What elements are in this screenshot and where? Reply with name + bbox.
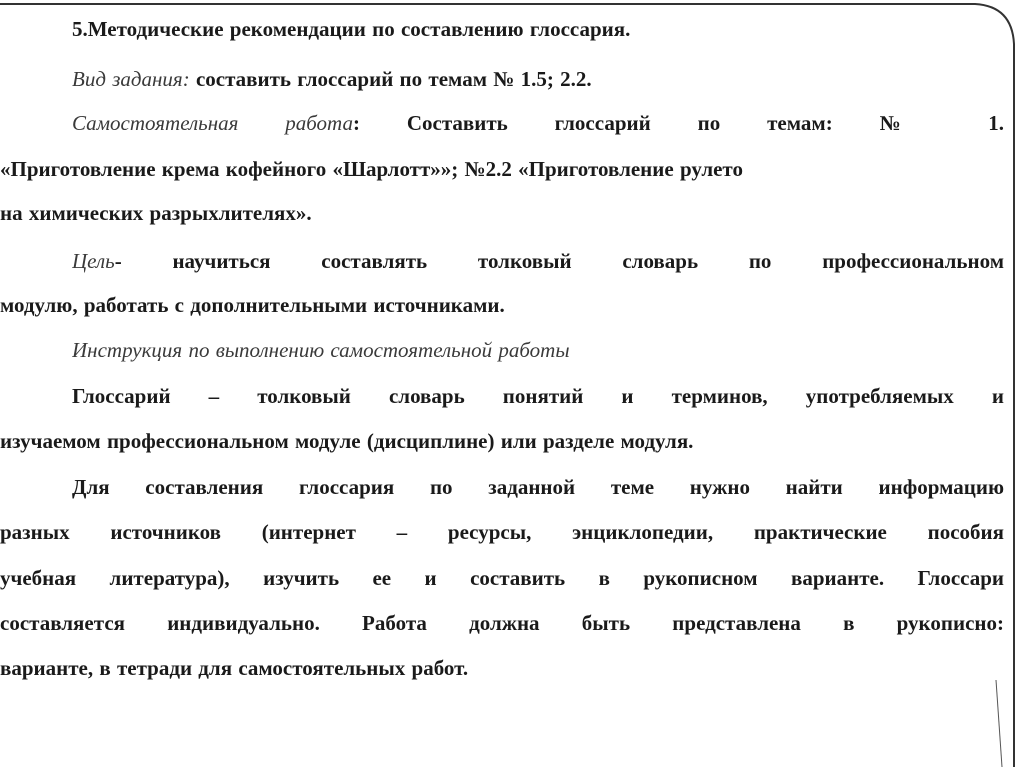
compose-line-1: Для составления глоссария по заданной теме нужно найти информацию (72, 475, 1004, 499)
goal-line-2: модулю, работать с дополнительными источниками. (0, 293, 505, 317)
compose-line-5: варианте, в тетради для самостоятельных работ. (0, 656, 469, 680)
glossary-definition-line-2: изучаемом профессиональном модуле (дисциплине) или разделе модуля. (0, 429, 694, 453)
independent-work-line-1 (72, 110, 1004, 136)
goal-text: - научиться составлять толковый словарь по профессиональном (114, 249, 1004, 273)
independent-work-line-3: на химических разрыхлителях». (0, 201, 312, 225)
instruction-title: Инструкция по выполнению самостоятельной работы (72, 338, 570, 362)
independent-work-label: Самостоятельная работа (72, 111, 353, 135)
compose-line-4: составляется индивидуально. Работа должна быть представлена в рукописно: (0, 611, 1004, 635)
compose-line-3: учебная литература), изучить ее и составить в рукописном варианте. Глоссари (0, 566, 1004, 590)
glossary-definition-line-1: Глоссарий – толковый словарь понятий и терминов, употребляемых и (72, 384, 1004, 408)
goal-line-1 (72, 248, 1004, 274)
independent-work-text: : Составить глоссарий по темам: № 1. (352, 111, 1004, 135)
task-line (72, 66, 1004, 92)
compose-line-2: разных источников (интернет – ресурсы, энциклопедии, практические пособия (0, 520, 1004, 544)
task-text: составить глоссарий по темам № 1.5; 2.2. (195, 67, 592, 91)
independent-work-line-2: «Приготовление крема кофейного «Шарлотт»»; №2.2 «Приготовление рулето (0, 157, 743, 181)
goal-label: Цель (72, 249, 115, 273)
section-heading: 5.Методические рекомендации по составлению глоссария. (72, 17, 631, 41)
task-label: Вид задания: (72, 67, 190, 91)
